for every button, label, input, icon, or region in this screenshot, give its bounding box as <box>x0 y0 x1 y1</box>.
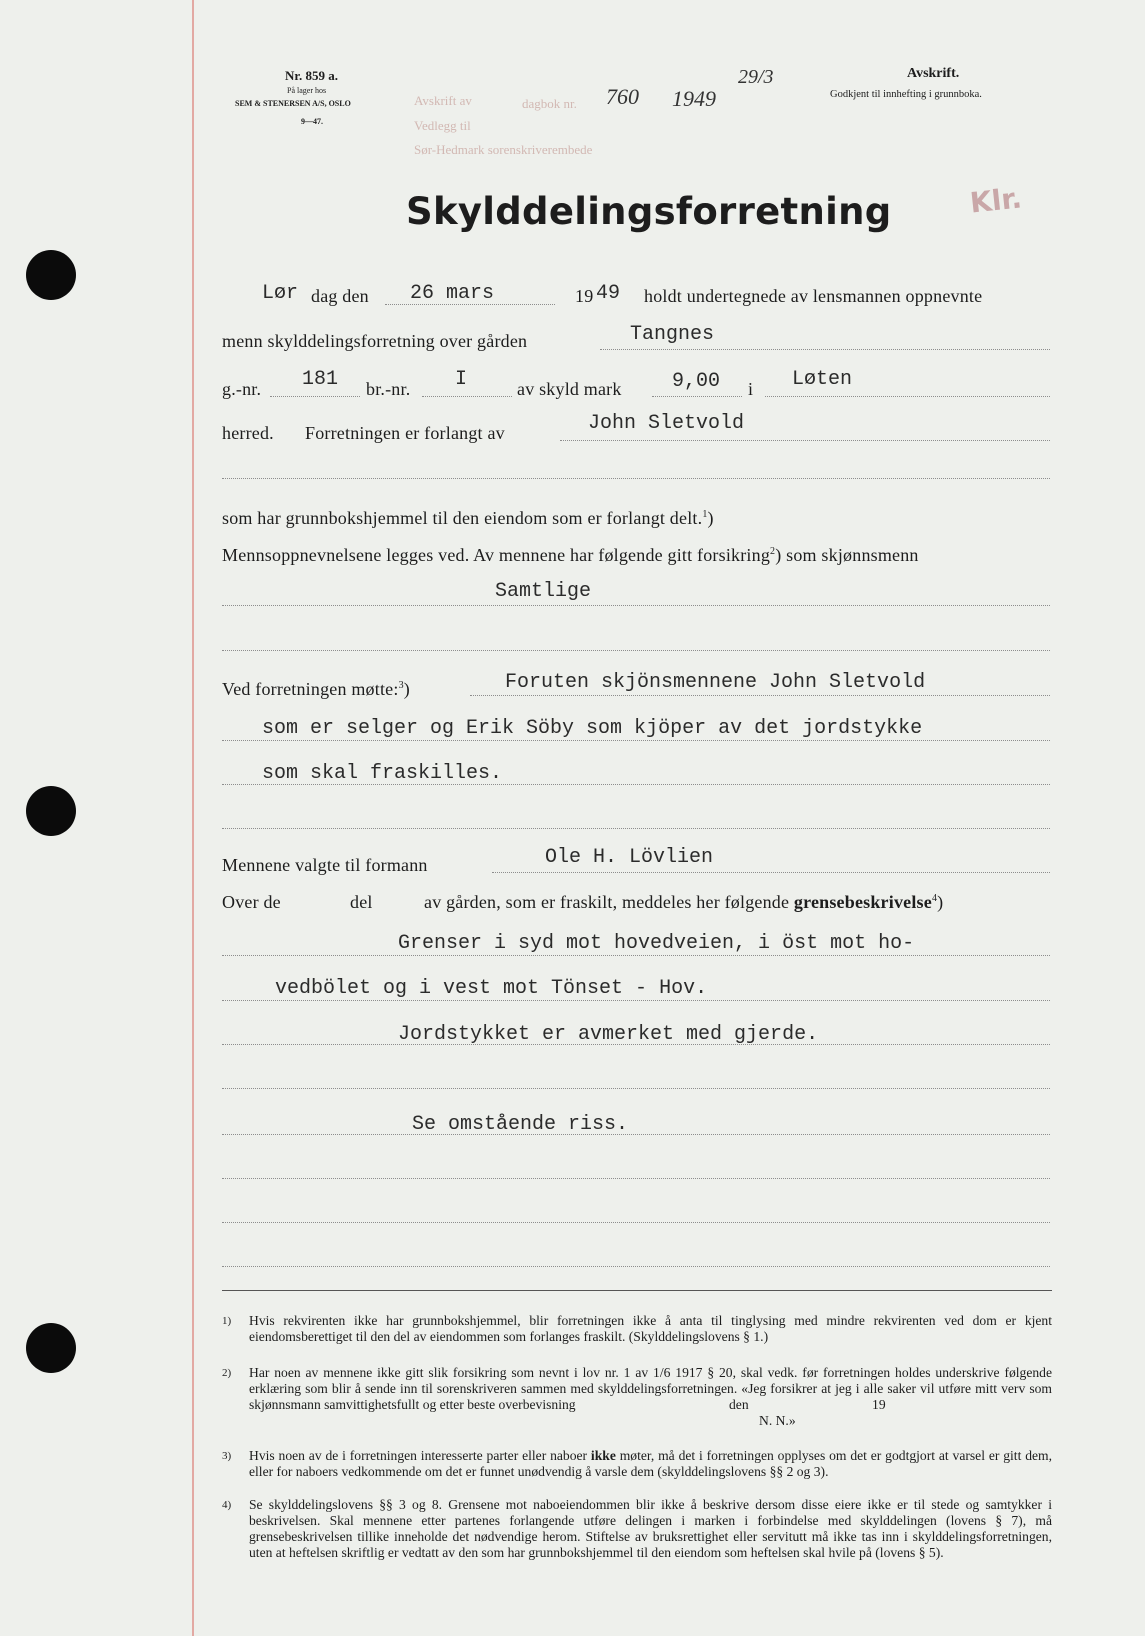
footnote-3 <box>222 1448 1052 1498</box>
day-label: dag den <box>311 286 369 306</box>
footnote-number: 4) <box>222 1499 232 1511</box>
footnote-number: 3) <box>222 1450 232 1462</box>
dagbok-number: 760 <box>606 84 639 109</box>
requested-by: John Sletvold <box>588 412 745 435</box>
blank-line <box>222 1222 1050 1223</box>
footnote-text: Hvis noen av de i forretningen interesserte parter eller naboer ikke møter, må det i forretningen opplyses om det er godtgjort at varsel er gitt dem, eller for naboers vedkommende om det er funnet unødvendig å varsle dem (skylddelingslovens §§ 2 og 3). <box>249 1448 1053 1479</box>
formann-line <box>492 872 1050 873</box>
footnote-4 <box>222 1497 1052 1607</box>
stamp-line1b: dagbok nr. <box>522 96 577 111</box>
stamp-line1: Avskrift av <box>414 93 472 108</box>
bnr-value: I <box>455 368 468 391</box>
blank-line <box>222 1266 1050 1267</box>
gnr-line <box>270 396 360 397</box>
after-year-text: holdt undertegnede av lensmannen oppnevnte <box>644 286 983 306</box>
footnote-text: Har noen av mennene ikke gitt slik forsikring som nevnt i lov nr. 1 av 1/6 1917 § 20, skal vedk. før forretningen holdes underskrive følgende erklæring som blir å sende inn til sorenskriveren sammen med skylddelingsforretningen. «Jeg forsikrer at jeg i alle saker vil utføre mitt verv som skjønnsmann samvittighetsfullt og etter beste overbevisning den 19 N. N.» <box>249 1365 1052 1428</box>
mote-line2-rule <box>222 740 1050 741</box>
document-title: Skylddelingsforretning <box>406 190 892 233</box>
footnote-number: 2) <box>222 1367 232 1379</box>
blank-line <box>222 1088 1050 1089</box>
publisher-line2: SEM & STENERSEN A/S, OSLO <box>235 99 351 108</box>
mote-line3-rule <box>222 784 1050 785</box>
margin-rule <box>192 0 194 1636</box>
footnote-number: 1) <box>222 1315 232 1327</box>
bnr-label: br.-nr. <box>366 379 411 399</box>
punch-hole-top <box>26 250 76 300</box>
date-value: 26 mars <box>410 282 495 305</box>
over-de-label: Over de <box>222 892 281 912</box>
gnr-value: 181 <box>302 368 339 391</box>
farm-value: Tangnes <box>630 323 715 346</box>
farm-label: menn skylddelingsforretning over gården <box>222 331 528 351</box>
hjemmel-text: som har grunnbokshjemmel til den eiendom som er forlangt delt.$^1$) <box>222 508 714 528</box>
gnr-label: g.-nr. <box>222 379 262 399</box>
grense-line3: Jordstykket er avmerket med gjerde. <box>398 1023 819 1046</box>
punch-hole-bottom <box>26 1323 76 1373</box>
grense-line2-rule <box>222 1000 1050 1001</box>
stamp-date: 29/3 <box>738 66 774 88</box>
skyld-value: 9,00 <box>672 370 721 393</box>
i-label: i <box>748 379 754 399</box>
grense-line1-rule <box>222 955 1050 956</box>
skyld-line <box>652 396 742 397</box>
mennsopp-text: Mennsoppnevnelsene legges ved. Av mennene har følgende gitt forsikring$^2$) som skjønnsmenn <box>222 545 919 565</box>
day-prefix: Lør <box>262 282 299 305</box>
blank-line <box>222 650 1050 651</box>
footnote-1 <box>222 1313 1052 1365</box>
formann-value: Ole H. Lövlien <box>545 846 714 869</box>
mote-line1: Foruten skjönsmennene John Sletvold <box>505 671 926 694</box>
grense-line4-rule <box>222 1134 1050 1135</box>
stamp-line2: Vedlegg til <box>414 118 471 133</box>
initials-stamp: Klr. <box>968 181 1024 220</box>
farm-line <box>600 349 1050 350</box>
samtlige-line <box>222 605 1050 606</box>
year-prefix: 19 <box>575 286 594 306</box>
blank-line <box>222 828 1050 829</box>
footnote-2 <box>222 1365 1052 1445</box>
del-label: del <box>350 892 373 912</box>
grense-line1: Grenser i syd mot hovedveien, i öst mot ho- <box>398 932 915 955</box>
mote-line3: som skal fraskilles. <box>262 762 503 785</box>
grense-line2: vedbölet og i vest mot Tönset - Hov. <box>275 977 708 1000</box>
formann-label: Mennene valgte til formann <box>222 855 428 875</box>
print-code: 9—47. <box>301 117 323 126</box>
bnr-line <box>422 396 512 397</box>
blank-line <box>222 478 1050 479</box>
grense-line3-rule <box>222 1044 1050 1045</box>
punch-hole-middle <box>26 786 76 836</box>
mote-line1-rule <box>470 695 1050 696</box>
herred-label: herred. <box>222 423 274 443</box>
mote-line2: som er selger og Erik Söby som kjöper av det jordstykke <box>262 717 923 740</box>
stamp-line3: Sør-Hedmark sorenskriverembede <box>414 142 593 157</box>
avskrift-sub: Godkjent til innhefting i grunnboka. <box>830 89 982 100</box>
year-suffix: 49 <box>596 282 621 305</box>
footnote-text: Hvis rekvirenten ikke har grunnbokshjemmel, blir forretningen ikke å anta til tinglysing med mindre rekvirenten ved dom er kjent eiendomsberettiget til den del av eiendommen som forlanges fraskilt. (Skylddelingslovens § 1.) <box>249 1313 1052 1344</box>
samtlige-value: Samtlige <box>495 580 592 603</box>
blank-line <box>222 1178 1050 1179</box>
mote-label: Ved forretningen møtte:$^3$) <box>222 679 410 699</box>
grense-intro: av gården, som er fraskilt, meddeles her følgende grensebeskrivelse$^4$) <box>424 892 944 912</box>
herred-line <box>765 396 1050 397</box>
avskrift-label: Avskrift. <box>907 66 960 81</box>
stamp-year: 1949 <box>672 86 716 111</box>
footnote-divider <box>222 1290 1052 1291</box>
form-number: Nr. 859 a. <box>285 68 338 83</box>
skyld-label: av skyld mark <box>517 379 622 399</box>
publisher-line1: På lager hos <box>287 86 327 95</box>
footnote-text: Se skylddelingslovens §§ 3 og 8. Grensene mot naboeiendommen blir ikke å beskrive dersom disse eiere ikke er til stede og samtykker i beskrivelsen. Skal mennene etter partenes forlangende utføre delingen i marken i forbindelse med skylddelingen (lovens § 7), må grensebeskrivelsen tillike inneholde det nødvendige herom. Stiftelse av bruksrettighet eller servitutt må ikke tas inn i skylddelingsforretningen, uten at heftelsen skriftlig er vedtatt av den som har grunnbokshjemmel til den eiendom som heftelsen skal hvile på (lovens § 5). <box>249 1497 1052 1560</box>
grense-line4: Se omstående riss. <box>412 1113 629 1136</box>
requested-label: Forretningen er forlangt av <box>305 423 505 443</box>
requested-line <box>560 440 1050 441</box>
herred-name: Løten <box>792 368 853 391</box>
